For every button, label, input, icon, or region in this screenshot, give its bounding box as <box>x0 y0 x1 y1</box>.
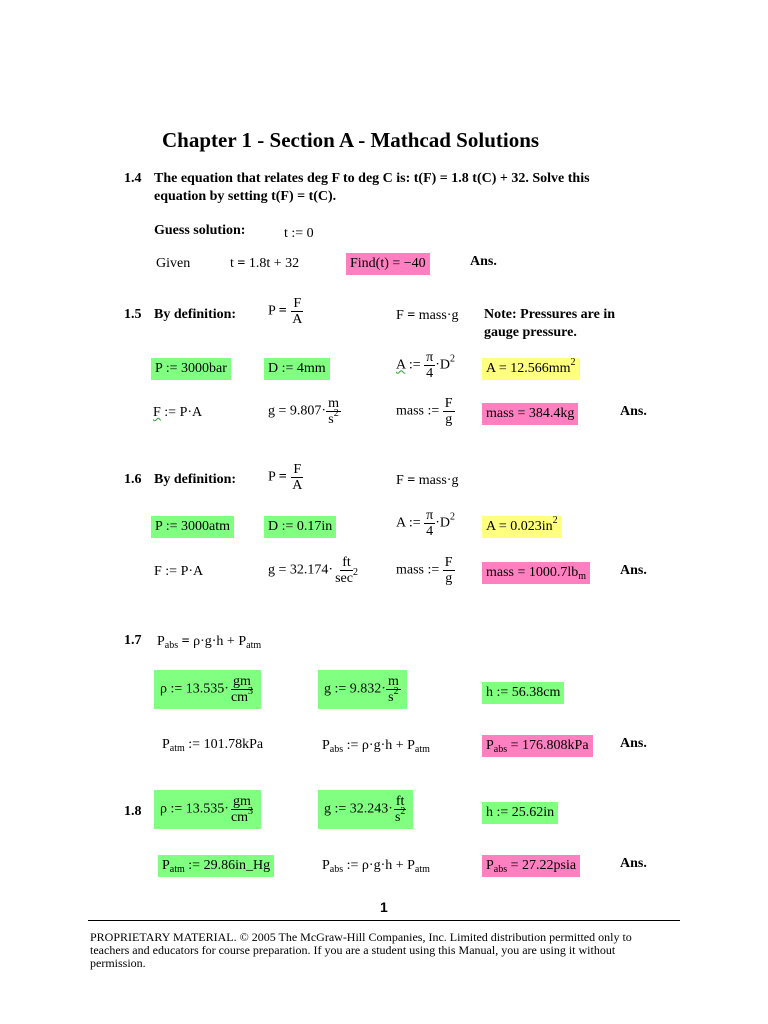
area-tail: ·D <box>435 357 450 373</box>
abs-pressure-def-1-7: $P_{abs}$ := $\rho\cdot g\cdot h + P_{atm}$ <box>322 738 430 755</box>
answer-label-1-4: Ans. <box>470 254 497 269</box>
pressure-symbol: P <box>268 303 276 319</box>
area-result-1-5: $A = 12.566mm^2$ <box>482 358 580 380</box>
definition-label-1-6: By definition: <box>154 472 237 487</box>
height-input-1-7: h := 56.38cm <box>482 682 564 704</box>
gravity-input-1-7: g := 9.832· $\frac{m}{s^2}$ <box>318 670 407 709</box>
area-assign: A := <box>396 515 421 531</box>
pressure-input-1-5: P := 3000bar <box>151 358 231 380</box>
fraction-f-over-a: $\frac{F}{A}$ <box>292 462 303 493</box>
problem-1-4-text-line2: equation by setting t(F) = t(C). <box>154 189 337 204</box>
note-line2: gauge pressure. <box>484 325 577 340</box>
problem-number-1-6: 1.6 <box>124 472 142 487</box>
answer-label-1-6: Ans. <box>620 563 647 578</box>
height-input-1-8: h := 25.62in <box>482 802 558 824</box>
force-symbol: F <box>396 308 404 323</box>
find-result: Find(t) = −40 <box>346 253 430 275</box>
mass-result-1-6: mass = $1000.7lb_m$ <box>482 562 590 584</box>
bold-equals: = <box>407 473 416 488</box>
bold-equals: = <box>278 303 287 319</box>
exponent: 2 <box>552 515 558 526</box>
density-input-1-7: ρ := 13.535· $\frac{gm}{cm^3}$ <box>154 670 261 709</box>
gravity-value: g = 32.174· <box>268 562 334 578</box>
fraction-f-over-g: $\frac{F}{g}$ <box>444 555 453 586</box>
exponent: 2 <box>570 357 576 368</box>
force-assign-1-5 <box>153 404 202 422</box>
atm-pressure-def-1-7: $P_{atm}$ := 101.78kPa <box>162 737 264 754</box>
given-bold-equals: = <box>237 256 246 271</box>
fraction-pi-over-4: $\frac{\pi}{4}$ <box>426 508 434 539</box>
absolute-pressure-equation: $P_{abs} = \rho\cdot g\cdot h + P_{atm}$ <box>157 634 262 651</box>
answer-label-1-5: Ans. <box>620 404 647 419</box>
force-definition-1-5 <box>396 307 458 325</box>
unit-subscript: m <box>578 571 587 582</box>
note-line1: Note: Pressures are in <box>484 307 616 322</box>
density-input-1-8: ρ := 13.535· $\frac{gm}{cm^3}$ <box>154 790 261 829</box>
abs-pressure-result-1-7: $P_{abs} = 176.808kPa$ <box>482 735 593 757</box>
problem-number-1-5: 1.5 <box>124 307 142 322</box>
given-rhs: 1.8t + 32 <box>248 256 300 271</box>
page-title: Chapter 1 - Section A - Mathcad Solutions <box>162 128 540 152</box>
exponent: 2 <box>450 353 455 365</box>
area-definition-1-6 <box>396 508 455 539</box>
units-fraction: $\frac{m}{s^2}$ <box>328 396 339 427</box>
abs-pressure-result-1-8: $P_{abs}$ = 27.22psia <box>482 855 580 877</box>
force-rhs: mass·g <box>418 473 459 488</box>
units-fraction: $\frac{ft}{\sec^2}$ <box>335 555 358 586</box>
problem-number-1-8: 1.8 <box>124 804 142 819</box>
area-tail: ·D <box>435 515 450 531</box>
fraction-pi-over-4: $\frac{\pi}{4}$ <box>426 350 434 381</box>
answer-label-1-8: Ans. <box>620 856 647 871</box>
assign-operator: := <box>408 357 421 373</box>
pressure-definition-1-5 <box>268 296 304 327</box>
gravity-value: g = 9.807· <box>268 403 327 419</box>
mass-def-1-5 <box>396 396 455 427</box>
gravity-def-1-6 <box>268 555 360 586</box>
atm-pressure-input-1-8: $P_{atm}$ := 29.86in_Hg <box>158 855 274 877</box>
area-symbol: A <box>396 357 406 373</box>
mass-def-1-6 <box>396 555 455 586</box>
gravity-def-1-5 <box>268 396 341 427</box>
pressure-definition-1-6 <box>268 462 304 493</box>
units-fraction: $\frac{ft}{s^2}$ <box>394 794 406 825</box>
fraction-f-over-a: $\frac{F}{A}$ <box>292 296 303 327</box>
pressure-symbol: P <box>268 469 276 485</box>
answer-label-1-7: Ans. <box>620 736 647 751</box>
problem-number-1-4: 1.4 <box>124 171 142 186</box>
problem-1-4-text-line1: The equation that relates deg F to deg C is: t(F) = 1.8 t(C) + 32. Solve this <box>154 171 590 186</box>
pressure-input-1-6: P := 3000atm <box>151 516 234 538</box>
force-assign-rhs: := P·A <box>164 405 203 420</box>
force-assign-1-6: F := P·A <box>154 564 204 579</box>
footer-notice: PROPRIETARY MATERIAL. © 2005 The McGraw-Hill Companies, Inc. Limited distribution permitted only to teachers and educators for course preparation. If you are a student using this Manual, you are using it without permission. <box>90 930 632 970</box>
bold-equals: = <box>278 469 287 485</box>
area-definition-1-5 <box>396 350 455 381</box>
diameter-input-1-6: D := 0.17in <box>264 516 336 538</box>
area-result-1-6: $A = 0.023in^2$ <box>482 516 562 538</box>
mass-assign: mass := <box>396 562 440 578</box>
given-equation <box>230 255 299 273</box>
problem-number-1-7: 1.7 <box>124 633 142 648</box>
mass-result-1-5: mass = 384.4kg <box>482 403 578 425</box>
force-rhs: mass·g <box>418 308 459 323</box>
units-fraction: $\frac{m}{s^2}$ <box>387 674 399 705</box>
definition-label-1-5: By definition: <box>154 307 237 322</box>
fraction-f-over-g: $\frac{F}{g}$ <box>444 396 453 427</box>
footer-divider <box>88 920 680 921</box>
gravity-input-1-8: g := 32.243· $\frac{ft}{s^2}$ <box>318 790 413 829</box>
abs-pressure-def-1-8: $P_{abs}$ := $\rho\cdot g\cdot h + P_{atm}$ <box>322 858 430 875</box>
units-fraction: $\frac{gm}{cm^3}$ <box>230 674 254 705</box>
guess-solution-label: Guess solution: <box>154 223 246 238</box>
force-symbol: F <box>153 405 161 420</box>
exponent: 2 <box>449 511 455 523</box>
given-lhs: t <box>230 256 234 271</box>
force-definition-1-6 <box>396 472 458 490</box>
units-fraction: $\frac{gm}{cm^3}$ <box>230 794 254 825</box>
diameter-input-1-5: D := 4mm <box>264 358 330 380</box>
given-keyword: Given <box>156 256 191 271</box>
page-number: 1 <box>380 899 388 915</box>
mass-assign: mass := <box>396 403 440 419</box>
bold-equals: = <box>407 308 416 323</box>
guess-expression: t := 0 <box>284 226 314 241</box>
force-symbol: F <box>396 473 404 488</box>
